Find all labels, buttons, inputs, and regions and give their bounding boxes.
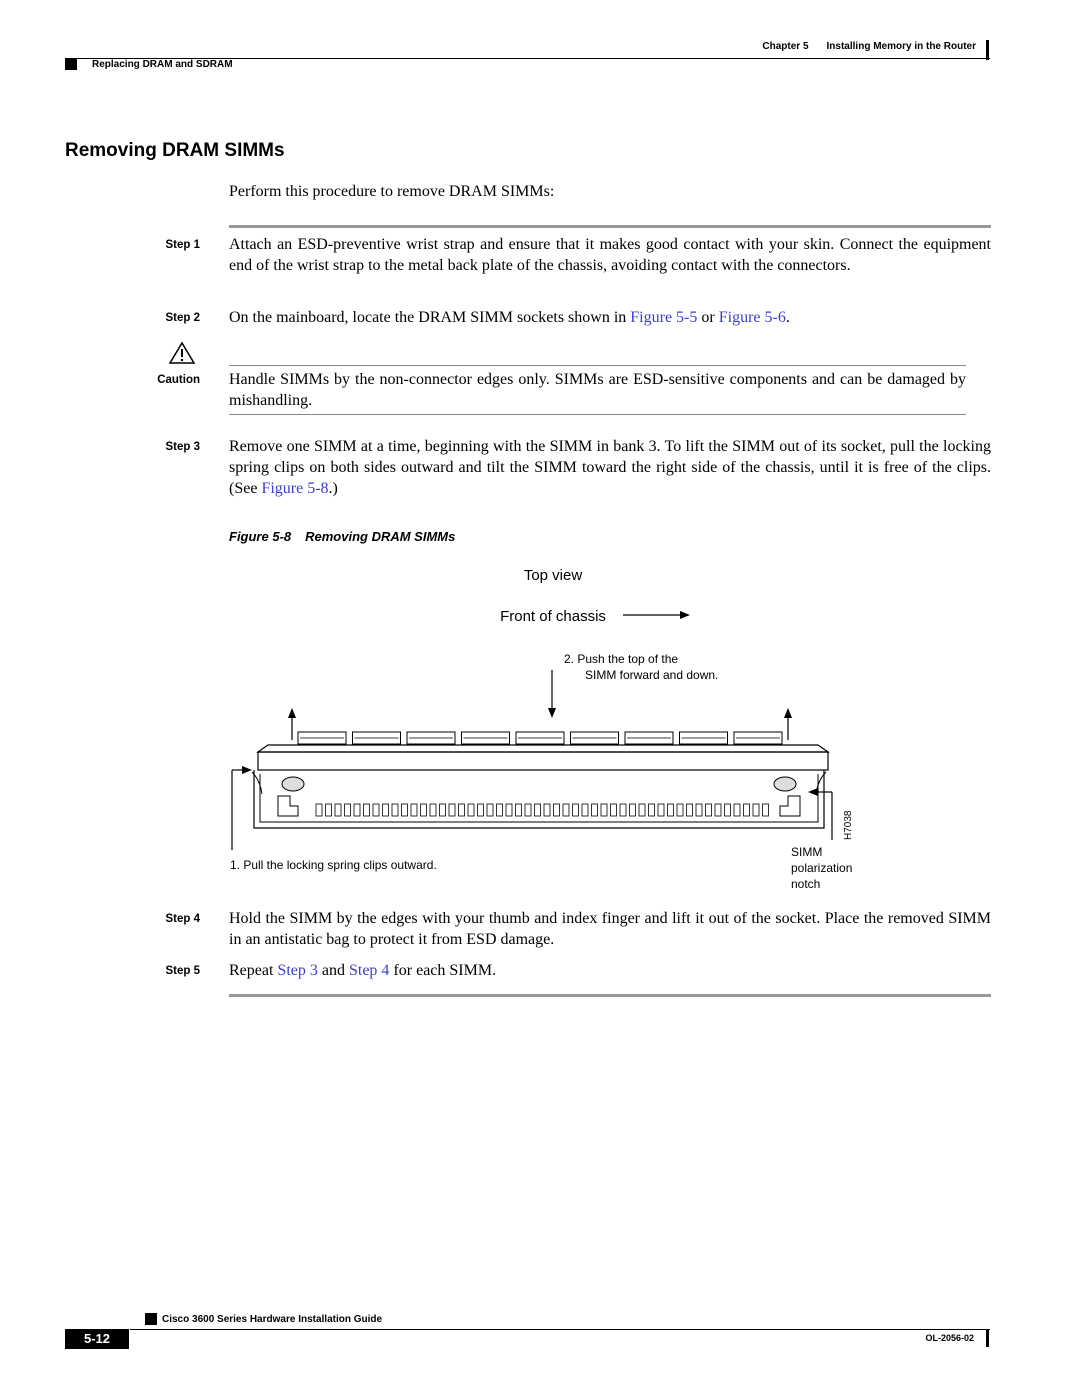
step-4-link[interactable]: Step 4 bbox=[348, 962, 390, 979]
chapter-number: Chapter 5 bbox=[762, 41, 809, 52]
notch-arrow-head bbox=[808, 788, 818, 796]
socket-contact bbox=[459, 804, 465, 816]
socket-contact bbox=[592, 804, 598, 816]
socket-contact bbox=[706, 804, 712, 816]
socket-contact bbox=[639, 804, 645, 816]
notch-label-line2: polarization bbox=[791, 861, 853, 875]
step-4-text: Hold the SIMM by the edges with your thumb and index finger and lift it out of the socket. Place the removed SIMM in an antistatic bag to protect it from ESD damage. bbox=[229, 910, 991, 948]
page-number: 5-12 bbox=[65, 1329, 129, 1349]
socket-contact bbox=[715, 804, 721, 816]
simm-chips bbox=[298, 732, 782, 744]
figure-5-8-link[interactable]: Figure 5-8 bbox=[261, 480, 329, 497]
socket-outline bbox=[254, 770, 824, 828]
footer-bar bbox=[986, 1329, 989, 1347]
figure-number: Figure 5-8 bbox=[229, 529, 292, 544]
socket-contact bbox=[392, 804, 398, 816]
socket-contact bbox=[430, 804, 436, 816]
section-name: Replacing DRAM and SDRAM bbox=[92, 59, 233, 70]
socket-contact bbox=[525, 804, 531, 816]
step-3-text: Remove one SIMM at a time, beginning with the SIMM in bank 3. To lift the SIMM out of its socket, pull the locking spring clips on both sides outward and tilt the SIMM toward the right side of the chassis, until it is free of the clips. (See Figure 5-8.) bbox=[229, 438, 991, 497]
header-bar bbox=[986, 40, 989, 60]
right-spring-clip bbox=[780, 796, 800, 816]
socket-contact bbox=[649, 804, 655, 816]
socket-contact bbox=[687, 804, 693, 816]
guide-title: Cisco 3600 Series Hardware Installation Guide bbox=[162, 1314, 383, 1325]
step-5-text: Repeat Step 3 and Step 4 for each SIMM. bbox=[229, 962, 497, 979]
socket-contacts bbox=[316, 804, 769, 816]
section-title: Removing DRAM SIMMs bbox=[65, 140, 285, 161]
socket-contact bbox=[658, 804, 664, 816]
footer-rule bbox=[130, 1329, 990, 1330]
socket-contact bbox=[535, 804, 541, 816]
callout-1: 1. Pull the locking spring clips outward. bbox=[230, 858, 437, 872]
socket-contact bbox=[630, 804, 636, 816]
step-1-label: Step 1 bbox=[165, 239, 200, 251]
step-1-text: Attach an ESD-preventive wrist strap and ensure that it makes good contact with your skin. Connect the equipment end of the wrist strap to the metal back plate of the chassis, avoiding contact with the connectors. bbox=[229, 236, 991, 274]
socket-contact bbox=[383, 804, 389, 816]
step-3-label: Step 3 bbox=[165, 441, 200, 453]
simm-module-body bbox=[258, 752, 828, 770]
chapter-title: Installing Memory in the Router bbox=[826, 41, 976, 52]
footer-marker bbox=[145, 1313, 157, 1325]
socket-contact bbox=[554, 804, 560, 816]
socket-contact bbox=[449, 804, 455, 816]
step-5-label: Step 5 bbox=[165, 965, 200, 977]
right-up-arrow-head bbox=[784, 708, 792, 718]
socket-contact bbox=[611, 804, 617, 816]
socket-contact bbox=[620, 804, 626, 816]
caution-label: Caution bbox=[157, 374, 200, 386]
step-3-link[interactable]: Step 3 bbox=[277, 962, 318, 979]
socket-contact bbox=[497, 804, 503, 816]
step-2-text: On the mainboard, locate the DRAM SIMM sockets shown in Figure 5-5 or Figure 5-6. bbox=[229, 309, 790, 326]
socket-contact bbox=[544, 804, 550, 816]
doc-number: OL-2056-02 bbox=[925, 1333, 974, 1343]
socket-contact bbox=[411, 804, 417, 816]
step-2-label: Step 2 bbox=[165, 312, 200, 324]
socket-contact bbox=[563, 804, 569, 816]
socket-contact bbox=[335, 804, 341, 816]
figure-5-5-link[interactable]: Figure 5-5 bbox=[630, 309, 698, 326]
header-marker bbox=[65, 58, 77, 70]
push-arrow-head bbox=[548, 708, 556, 718]
notch-label-line1: SIMM bbox=[791, 845, 823, 859]
simm-removal-figure bbox=[220, 560, 880, 895]
figure-5-6-link[interactable]: Figure 5-6 bbox=[718, 309, 786, 326]
socket-contact bbox=[677, 804, 683, 816]
socket-contact bbox=[744, 804, 750, 816]
caution-bottom-rule bbox=[229, 414, 966, 415]
socket-contact bbox=[402, 804, 408, 816]
socket-contact bbox=[582, 804, 588, 816]
socket-contact bbox=[364, 804, 370, 816]
socket-contact bbox=[725, 804, 731, 816]
right-locking-post bbox=[774, 777, 796, 791]
caution-text: Handle SIMMs by the non-connector edges only. SIMMs are ESD-sensitive components and can be damaged by mishandling. bbox=[229, 371, 966, 409]
socket-contact bbox=[506, 804, 512, 816]
callout-2-line1: 2. Push the top of the bbox=[564, 652, 679, 666]
procedure-end-rule bbox=[229, 994, 991, 997]
socket-contact bbox=[316, 804, 322, 816]
step-4-label: Step 4 bbox=[165, 913, 200, 925]
pull-arrow-head bbox=[242, 766, 252, 774]
left-locking-post bbox=[282, 777, 304, 791]
figure-id: H7038 bbox=[843, 810, 854, 840]
socket-contact bbox=[668, 804, 674, 816]
socket-contact bbox=[753, 804, 759, 816]
figure-title: Removing DRAM SIMMs bbox=[305, 529, 456, 544]
left-up-arrow-head bbox=[288, 708, 296, 718]
socket-contact bbox=[734, 804, 740, 816]
socket-contact bbox=[440, 804, 446, 816]
top-view-label: Top view bbox=[523, 567, 583, 584]
socket-contact bbox=[696, 804, 702, 816]
socket-contact bbox=[326, 804, 332, 816]
socket-contact bbox=[468, 804, 474, 816]
notch-label-line3: notch bbox=[791, 877, 821, 891]
running-header bbox=[762, 41, 976, 52]
figure-caption bbox=[229, 529, 455, 544]
socket-contact bbox=[421, 804, 427, 816]
socket-contact bbox=[345, 804, 351, 816]
socket-contact bbox=[763, 804, 769, 816]
simm-top-edge bbox=[258, 745, 828, 752]
left-spring-clip bbox=[278, 796, 298, 816]
front-of-chassis-label: Front of chassis bbox=[500, 608, 606, 625]
socket-contact bbox=[373, 804, 379, 816]
procedure-start-rule bbox=[229, 225, 991, 228]
caution-icon bbox=[168, 341, 196, 365]
socket-contact bbox=[601, 804, 607, 816]
caution-top-rule bbox=[229, 365, 966, 366]
socket-contact bbox=[487, 804, 493, 816]
socket-contact bbox=[478, 804, 484, 816]
front-arrow-head bbox=[680, 611, 690, 619]
socket-contact bbox=[573, 804, 579, 816]
callout-2-line2: SIMM forward and down. bbox=[585, 668, 719, 682]
socket-contact bbox=[354, 804, 360, 816]
socket-contact bbox=[516, 804, 522, 816]
intro-text: Perform this procedure to remove DRAM SIMMs: bbox=[229, 183, 555, 200]
